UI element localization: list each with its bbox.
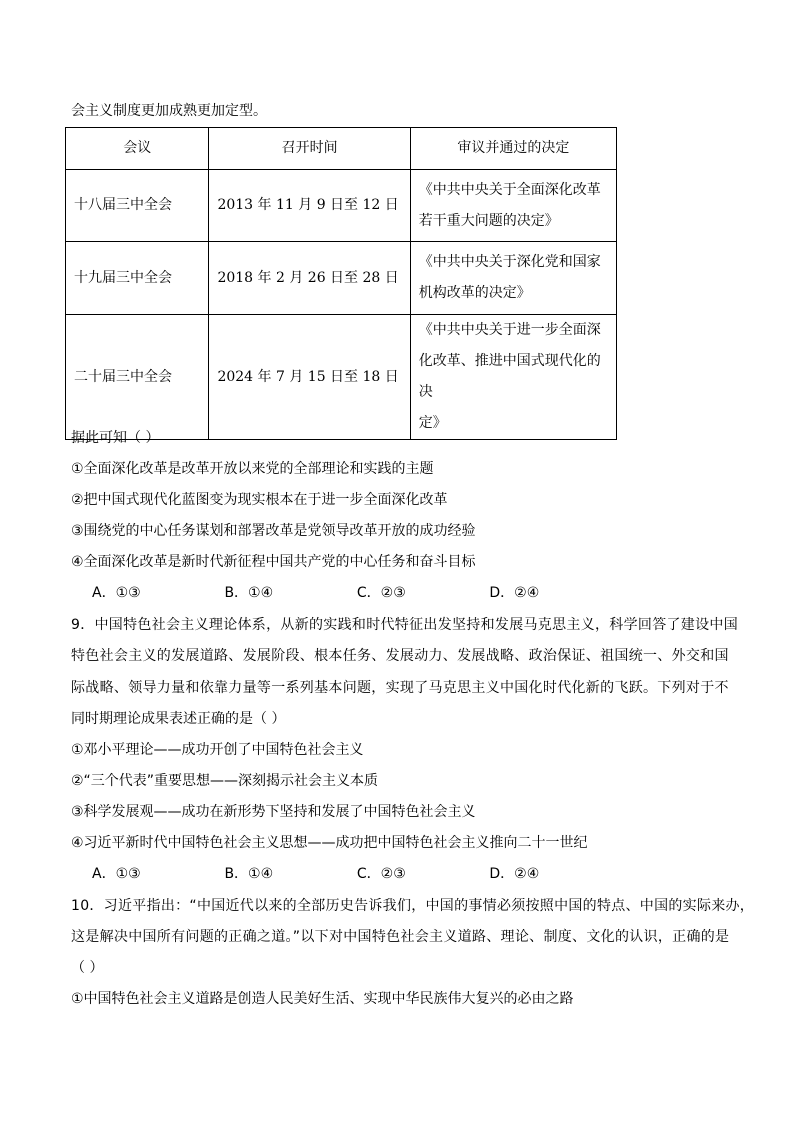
q10-stem-line-2: 这是解决中国所有问题的正确之道。”以下对中国特色社会主义道路、理论、制度、文化的认识，正确的是 (71, 929, 730, 945)
table-cell-decision (410, 242, 616, 315)
q9-item-3: ③科学发展观——成功在新形势下坚持和发展了中国特色社会主义 (71, 804, 476, 820)
table-cell-meeting: 十九届三中全会 (66, 242, 209, 315)
q9-option-b[interactable]: B．①④ (224, 866, 274, 882)
q9-stem-line-3: 际战略、领导力量和依靠力量等一系列基本问题，实现了马克思主义中国化时代化新的飞跃。下列对于不 (71, 680, 729, 696)
table-cell-date: 2024 年 7 月 15 日至 18 日 (209, 315, 410, 440)
plenary-sessions-table (65, 127, 617, 440)
q8-options (92, 583, 539, 603)
table-row (66, 242, 617, 315)
q9-option-c[interactable]: C．②③ (356, 866, 406, 882)
decision-line: 《中共中央关于全面深化改革 (418, 181, 601, 198)
q9-stem-line-1: 9．中国特色社会主义理论体系，从新的实践和时代特征出发坚持和发展马克思主义，科学回答了建设中国 (71, 617, 739, 633)
decision-line: 若干重大问题的决定》 (418, 212, 559, 229)
q8-option-c[interactable]: C．②③ (356, 585, 406, 601)
q8-stem: 据此可知（ ） (71, 430, 160, 446)
q8-item-2: ②把中国式现代化蓝图变为现实根本在于进一步全面深化改革 (71, 492, 448, 508)
q8-item-3: ③围绕党的中心任务谋划和部署改革是党领导改革开放的成功经验 (71, 523, 476, 539)
table-row (66, 170, 617, 242)
q8-option-d[interactable]: D．②④ (489, 585, 540, 601)
q8-item-1: ①全面深化改革是改革开放以来党的全部理论和实践的主题 (71, 461, 434, 477)
q8-option-b[interactable]: B．①④ (224, 585, 274, 601)
q9-options (92, 864, 539, 884)
table-header-meeting: 会议 (66, 128, 209, 170)
table-cell-decision (410, 170, 616, 242)
table-header-row (66, 128, 617, 170)
decision-line: 《中共中央关于进一步全面深 (418, 322, 601, 338)
q9-option-d[interactable]: D．②④ (489, 866, 540, 882)
q8-option-a[interactable]: A．①③ (92, 585, 141, 601)
q9-item-2: ②“三个代表”重要思想——深刻揭示社会主义本质 (71, 773, 379, 789)
decision-line: 定》 (418, 415, 447, 431)
intro-tail-text: 会主义制度更加成熟更加定型。 (71, 103, 267, 119)
table-header-date: 召开时间 (209, 128, 410, 170)
q10-item-1: ①中国特色社会主义道路是创造人民美好生活、实现中华民族伟大复兴的必由之路 (71, 991, 574, 1007)
table-cell-meeting: 十八届三中全会 (66, 170, 209, 242)
table-cell-date: 2013 年 11 月 9 日至 12 日 (209, 170, 410, 242)
decision-line: 《中共中央关于深化党和国家 (418, 254, 601, 270)
q10-stem-line-3: （ ） (71, 960, 104, 976)
q9-stem-line-4: 同时期理论成果表述正确的是（ ） (71, 711, 286, 727)
table-row (66, 315, 617, 440)
table-cell-decision (410, 315, 616, 440)
q10-stem-line-1: 10．习近平指出：“中国近代以来的全部历史告诉我们，中国的事情必须按照中国的特点、中国的实际来办， (71, 898, 755, 914)
decision-line: 化改革、推进中国式现代化的决 (418, 353, 601, 400)
q8-item-4: ④全面深化改革是新时代新征程中国共产党的中心任务和奋斗目标 (71, 554, 476, 570)
table-cell-meeting: 二十届三中全会 (66, 315, 209, 440)
table-header-decision: 审议并通过的决定 (410, 128, 616, 170)
q9-item-1: ①邓小平理论——成功开创了中国特色社会主义 (71, 742, 364, 758)
decision-line: 机构改革的决定》 (418, 285, 531, 301)
q9-stem-line-2: 特色社会主义的发展道路、发展阶段、根本任务、发展动力、发展战略、政治保证、祖国统一、外交和国 (71, 648, 729, 664)
q9-item-4: ④习近平新时代中国特色社会主义思想——成功把中国特色社会主义推向二十一世纪 (71, 835, 588, 851)
q9-option-a[interactable]: A．①③ (92, 866, 141, 882)
table-cell-date: 2018 年 2 月 26 日至 28 日 (209, 242, 410, 315)
